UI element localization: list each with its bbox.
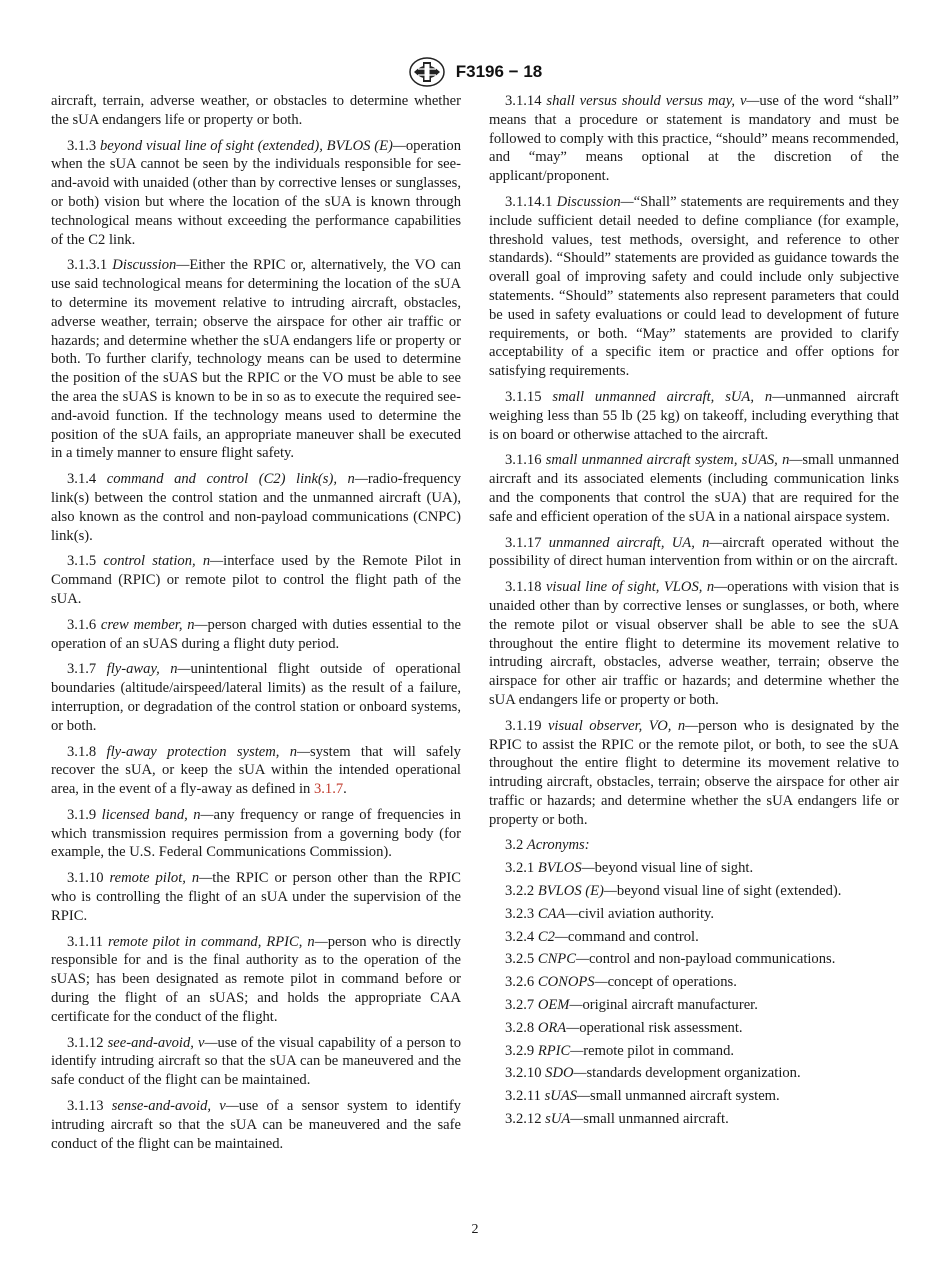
section-number: 3.1.10 [67, 870, 104, 887]
right-column [489, 92, 899, 1133]
term: sUA— [545, 1111, 584, 1128]
definition-text: aircraft, terrain, adverse weather, or obstacles to determine whether the sUA endangers life or property or both. [51, 93, 461, 128]
term: see-and-avoid, v— [107, 1034, 218, 1051]
section-number: 3.1.15 [505, 388, 542, 405]
definition-paragraph [489, 836, 899, 855]
definition-text: concept of operations. [607, 974, 737, 991]
definition-paragraph [489, 859, 899, 878]
section-number: 3.2.3 [505, 905, 535, 922]
definition-paragraph [489, 996, 899, 1015]
definition-text: operational risk assessment. [579, 1019, 743, 1036]
term: visual line of sight, VLOS, n— [545, 579, 728, 596]
section-number: 3.2.10 [505, 1065, 542, 1082]
page-header [0, 56, 950, 88]
definition-text: person who is directly responsible for and is the final authority as to the operation of the sUAS; has been designated as remote pilot in command before or during the flight of an sUAS; and holds the appropriate CAA certificate for the conduct of the flight. [51, 933, 461, 1025]
definition-paragraph [51, 552, 461, 608]
section-number: 3.1.5 [67, 553, 97, 570]
definition-paragraph [489, 717, 899, 830]
definition-paragraph [489, 928, 899, 947]
section-number: 3.2.1 [505, 860, 535, 877]
section-number: 3.1.3 [67, 137, 97, 154]
section-number: 3.1.8 [67, 743, 97, 760]
definition-paragraph [489, 1110, 899, 1129]
section-number: 3.1.12 [67, 1034, 104, 1051]
term: BVLOS (E)— [537, 883, 617, 900]
section-number: 3.1.13 [67, 1098, 104, 1115]
definition-text: radio-frequency link(s) between the control station and the unmanned aircraft (UA), also known as the control and non-payload communications (CNPC) link(s). [51, 471, 461, 544]
cross-reference-link[interactable]: 3.1.7 [313, 781, 344, 798]
definition-paragraph [489, 92, 899, 186]
definition-text: interface used by the Remote Pilot in Command (RPIC) or remote pilot to control the flight path of the sUA. [51, 553, 461, 607]
definition-text: remote pilot in command. [583, 1042, 735, 1059]
term: sUAS— [544, 1088, 591, 1105]
section-number: 3.2.4 [505, 928, 535, 945]
definition-paragraph [51, 1034, 461, 1090]
term: SDO— [545, 1065, 587, 1082]
definition-text: command and control. [567, 928, 699, 945]
term: RPIC— [537, 1042, 584, 1059]
section-number: 3.2.12 [505, 1111, 542, 1128]
term: remote pilot, n— [109, 870, 213, 887]
definition-paragraph [51, 470, 461, 545]
definition-text: person charged with duties essential to the operation of an sUAS during a flight duty period. [51, 616, 461, 652]
term: BVLOS— [537, 860, 595, 877]
definition-paragraph [51, 92, 461, 130]
definition-text: operation when the sUA cannot be seen by the individuals responsible for see-and-avoid with unaided (other than by corrective lenses or sunglasses, or both) vision but where the location of the sUA is known through technological means without exceeding the performance capabilities of the C2 link. [51, 137, 461, 248]
term: OEM— [537, 997, 583, 1014]
definition-text: beyond visual line of sight (extended). [616, 883, 842, 900]
definition-text: system that will safely recover the sUA, or keep the sUA within the intended operational area, in the event of a fly-away as defined in [51, 743, 461, 798]
term: fly-away, n— [106, 661, 191, 678]
term: command and control (C2) link(s), n— [106, 471, 368, 488]
section-number: 3.1.4 [67, 471, 97, 488]
definition-text: small unmanned aircraft system. [590, 1088, 780, 1105]
definition-text: civil aviation authority. [578, 905, 715, 922]
definition-tail: . [343, 781, 347, 798]
definition-paragraph [51, 660, 461, 735]
term: control station, n— [103, 553, 224, 570]
section-number: 3.1.3.1 [67, 257, 108, 274]
definition-paragraph [489, 905, 899, 924]
definition-paragraph [51, 806, 461, 862]
section-number: 3.2.2 [505, 883, 535, 900]
section-number: 3.2.6 [505, 974, 535, 991]
definition-paragraph [489, 882, 899, 901]
term: sense-and-avoid, v— [111, 1098, 239, 1115]
definition-paragraph [489, 451, 899, 526]
term: CAA— [537, 905, 579, 922]
definition-paragraph [51, 137, 461, 250]
definition-text: use of the visual capability of a person to identify intruding aircraft so that the sUA can be maneuvered and the safe conduct of the flight can be maintained. [51, 1034, 462, 1089]
definition-paragraph [489, 973, 899, 992]
section-number: 3.1.14 [505, 93, 542, 109]
term: small unmanned aircraft, sUA, n— [552, 388, 786, 405]
definition-paragraph [489, 193, 899, 381]
term: Discussion— [556, 193, 634, 210]
page-number: 2 [471, 1222, 479, 1237]
definition-text: person who is designated by the RPIC to assist the RPIC or the remote pilot, or both, to see the sUA throughout the entire flight to determine its movement relative to intruding aircraft, obstacles, terrain; observe the airspace for other air traffic or hazards; and determine whether the sUA endangers life or property or both. [489, 717, 899, 828]
definition-paragraph [51, 869, 461, 925]
definition-text: original aircraft manufacturer. [582, 997, 758, 1014]
section-number: 3.1.17 [505, 534, 542, 551]
definition-text: “Shall” statements are requirements and they include sufficient detail needed to define compliance (for example, threshold values, test methods, oversight, and reference to other standards). “Should” statements are provided as guidance towards the overall goal of improving safety and could include only subjective statements. “Should” statements also represent parameters that could be used in safety evaluations or could lead to development of future requirements, or both. “May” statements are provided to clarify acceptability of a specific item or practice and offer options for satisfying requirements. [489, 193, 899, 380]
section-number: 3.1.6 [67, 616, 97, 633]
section-number: 3.1.16 [505, 452, 542, 469]
section-number: 3.1.11 [67, 933, 103, 950]
term: licensed band, n— [101, 806, 214, 823]
document-designation: F3196 − 18 [455, 62, 543, 81]
definition-paragraph [489, 534, 899, 572]
definition-text: control and non-payload communications. [588, 951, 836, 968]
definition-text: unmanned aircraft weighing less than 55 lb (25 kg) on takeoff, including everything that is on board or otherwise attached to the aircraft. [489, 388, 899, 443]
definition-paragraph [489, 578, 899, 710]
definition-text: operations with vision that is unaided other than by corrective lenses or sunglasses, or both, where the remote pilot or visual observer shall be able to see the sUA throughout the entire flight to determine its movement relative to intruding aircraft, obstacles, adverse weather, terrain; observe the airspace for other air traffic or hazards; and determine whether the sUA endangers life or property or both. [489, 579, 899, 708]
term: crew member, n— [100, 616, 208, 633]
definition-text: any frequency or range of frequencies in which transmission requires permission from a governing body (for example, the U.S. Federal Communications Commission). [51, 806, 461, 861]
section-number: 3.1.18 [505, 579, 542, 596]
section-number: 3.1.19 [505, 717, 542, 734]
definition-paragraph [51, 1097, 461, 1153]
term: shall versus should versus may, v— [546, 93, 760, 109]
definition-paragraph [51, 743, 461, 799]
definition-text: Either the RPIC or, alternatively, the VO can use said technological means for determining the location of the sUA to determine its movement relative to intruding aircraft, obstacles, adverse weather, terrain; observe the airspace for other air traffic or hazards; and determine whether the sUA endangers life or property or both. To further clarify, technology means can be used to determine the position of the sUAS but the RPIC or the VO must be able to see the area the sUAS is known to be in so as to execute the required see-and-avoid function. If the technology means used to determine the position of the sUA fails, an appropriate maneuver shall be executed in a timely manner to ensure flight safety. [51, 257, 461, 462]
section-number: 3.2.8 [505, 1019, 535, 1036]
term: unmanned aircraft, UA, n— [548, 534, 723, 551]
term: beyond visual line of sight (extended), BVLOS (E)— [100, 137, 406, 154]
definition-paragraph [489, 1087, 899, 1106]
definition-paragraph [489, 950, 899, 969]
definition-paragraph [489, 388, 899, 444]
section-number: 3.1.7 [67, 661, 97, 678]
section-number: 3.2.7 [505, 997, 535, 1014]
definition-text: the RPIC or person other than the RPIC who is controlling the flight of an sUA under the supervision of the RPIC. [51, 870, 461, 924]
term: ORA— [537, 1019, 580, 1036]
definition-text: standards development organization. [586, 1065, 801, 1082]
section-number: 3.1.9 [67, 806, 97, 823]
section-number: 3.2.11 [505, 1088, 541, 1105]
term: remote pilot in command, RPIC, n— [107, 933, 328, 950]
term: fly-away protection system, n— [106, 743, 311, 760]
definition-paragraph [51, 616, 461, 654]
section-number: 3.1.14.1 [505, 193, 553, 210]
astm-logo-icon [408, 56, 446, 88]
term: C2— [537, 928, 568, 945]
section-number: 3.2 [505, 837, 524, 854]
definition-text: small unmanned aircraft and its associated elements (including communication links and the components that control the sUA) that are required for the safe and efficient operation of the sUA in a national airspace system. [489, 452, 899, 525]
term: visual observer, VO, n— [547, 717, 699, 734]
term: CNPC— [537, 951, 589, 968]
definition-text: use of a sensor system to identify intruding aircraft so that the sUA can be maneuvered and the safe conduct of the flight can be maintained. [51, 1098, 461, 1152]
definition-paragraph [51, 933, 461, 1027]
section-number: 3.2.9 [505, 1042, 535, 1059]
term: small unmanned aircraft system, sUAS, n— [545, 452, 803, 469]
left-column [51, 92, 461, 1160]
definition-paragraph [489, 1064, 899, 1083]
definition-paragraph [489, 1019, 899, 1038]
term: Discussion— [112, 257, 190, 274]
term: CONOPS— [537, 974, 608, 991]
section-number: 3.2.5 [505, 951, 535, 968]
definition-text: aircraft operated without the possibility of direct human intervention from within or on the aircraft. [489, 534, 899, 570]
definition-text: use of the word “shall” means that a procedure or statement is mandatory and must be followed to comply with this practice, “should” means recommended, and “may” means optional at the discretion of the applicant/proponent. [489, 93, 899, 185]
definition-paragraph [489, 1042, 899, 1061]
definition-text: small unmanned aircraft. [583, 1111, 729, 1128]
definition-paragraph [51, 256, 461, 463]
definition-text: beyond visual line of sight. [594, 860, 754, 877]
term: Acronyms: [526, 837, 590, 854]
definition-text: unintentional flight outside of operational boundaries (altitude/airspeed/lateral limits) as the result of a failure, interruption, or degradation of the control station or onboard systems, or both. [51, 661, 461, 734]
